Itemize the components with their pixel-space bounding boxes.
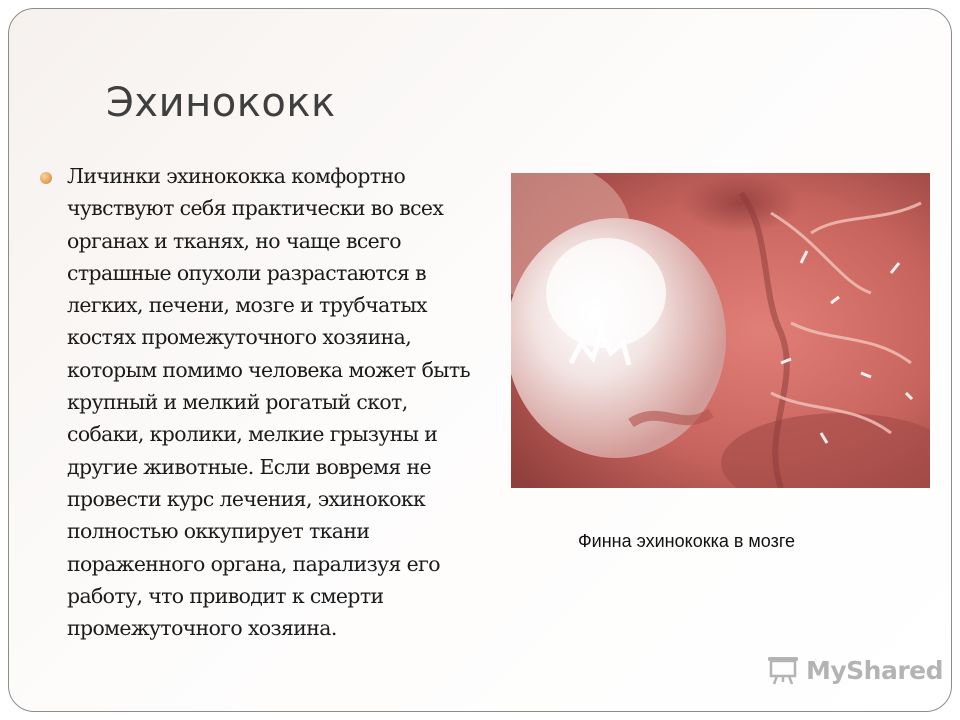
watermark: [766, 655, 943, 685]
bullet-marker: [40, 172, 52, 184]
slide-body-text: Личинки эхинококка комфортно чувствуют себя практически во всех органах и тканях, но чаще всего страшные опухоли разрастаются в легких, печени, мозге и трубчатых костях промежуточного хозяина, которым помимо человека может быть крупный и мелкий рогатый скот, собаки, кролики, мелкие грызуны и другие животные. Если вовремя не провести курс лечения, эхинококк полностью оккупирует ткани пораженного органа, парализуя его работу, что приводит к смерти промежуточного хозяина.: [67, 164, 471, 641]
brain-cyst-photo: [511, 173, 930, 488]
watermark-text: MyShared: [806, 655, 944, 685]
slide-title: Эхинококк: [106, 80, 336, 126]
projector-screen-icon: [766, 655, 800, 685]
photo-caption: Финна эхинококка в мозге: [578, 531, 796, 551]
